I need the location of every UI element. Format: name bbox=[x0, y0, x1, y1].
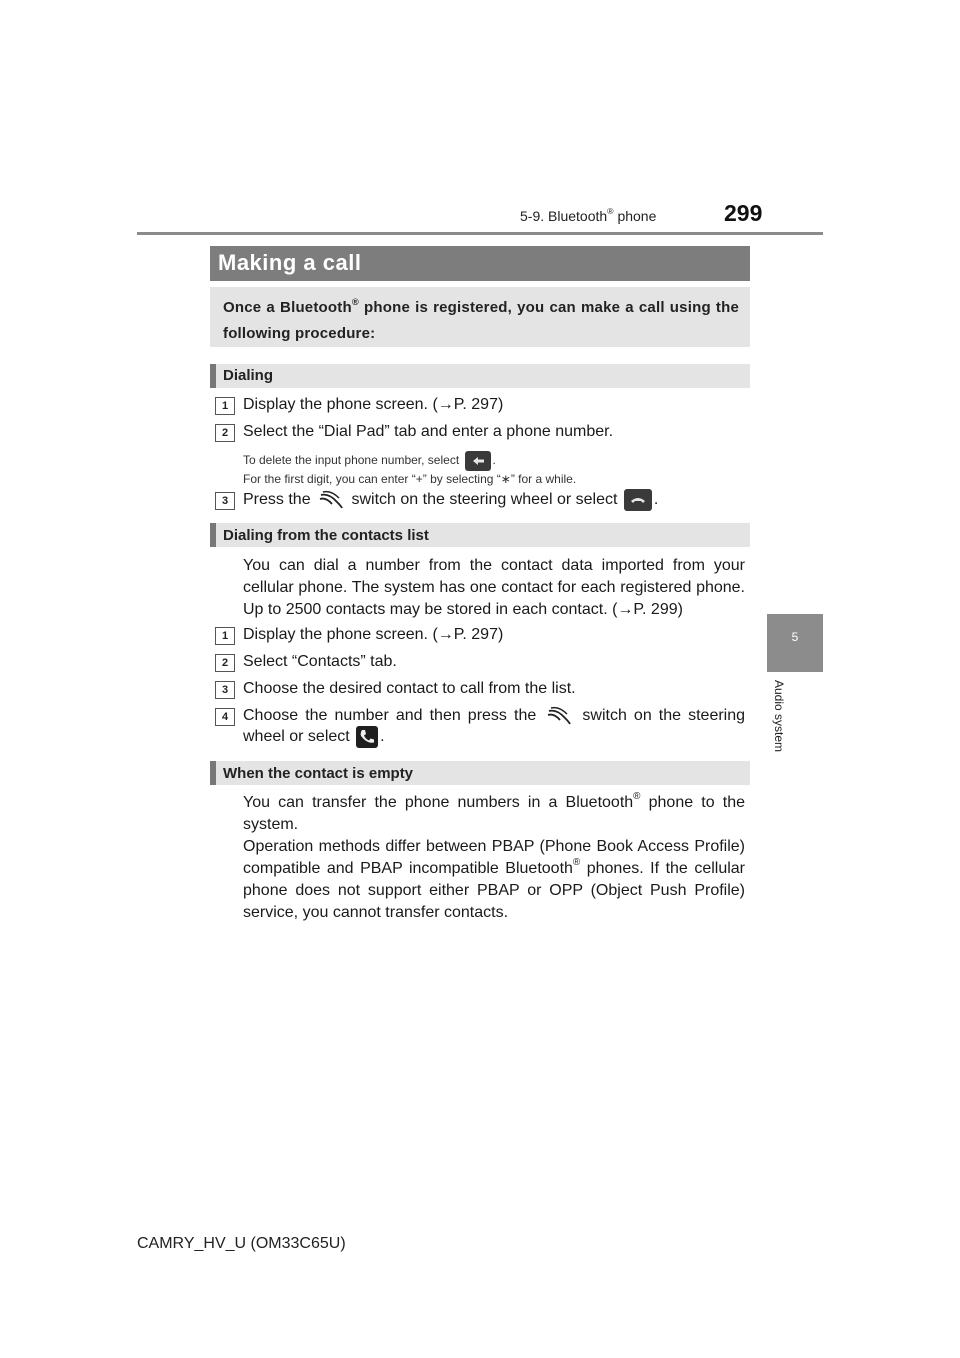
step-text: Display the phone screen. (→P. 297) bbox=[243, 396, 504, 413]
step-number: 3 bbox=[215, 681, 235, 699]
back-arrow-icon bbox=[465, 451, 491, 471]
step-number: 3 bbox=[215, 492, 235, 510]
dialing-heading-bar bbox=[210, 364, 750, 388]
contacts-paragraph: You can dial a number from the contact data imported from your cellular phone. The system has one contact for each registered phone. Up to 2500 contacts may be stored in each contact. (→P. 299) bbox=[243, 557, 745, 618]
step-number: 4 bbox=[215, 708, 235, 726]
step-number: 1 bbox=[215, 397, 235, 415]
intro-text: Once a Bluetooth® phone is registered, you can make a call using the following procedure: bbox=[223, 296, 739, 342]
steering-phone-switch-icon bbox=[317, 489, 345, 511]
header-rule bbox=[137, 232, 823, 235]
document-code: CAMRY_HV_U (OM33C65U) bbox=[137, 1235, 346, 1252]
handset-icon bbox=[356, 726, 378, 748]
step-text: Display the phone screen. (→P. 297) bbox=[243, 626, 504, 643]
empty-heading: When the contact is empty bbox=[223, 765, 414, 782]
empty-paragraph-2: Operation methods differ between PBAP (Phone Book Access Profile) compatible and PBAP incompatible Bluetooth® phones. If the cellular phone does not support either PBAP or OPP (Object Push Profile) service, you cannot transfer contacts. bbox=[243, 838, 745, 921]
dialing-heading-accent bbox=[210, 364, 216, 388]
contacts-heading-accent bbox=[210, 523, 216, 547]
contacts-heading: Dialing from the contacts list bbox=[223, 527, 429, 544]
chapter-label: Audio system bbox=[772, 680, 786, 753]
step-number: 2 bbox=[215, 654, 235, 672]
step-number: 2 bbox=[215, 424, 235, 442]
step-text: Select “Contacts” tab. bbox=[243, 653, 397, 670]
dialing-note: To delete the input phone number, select . For the first digit, you can enter “+” by selecting “∗” for a while. bbox=[243, 451, 576, 487]
step-number: 1 bbox=[215, 627, 235, 645]
chapter-number: 5 bbox=[791, 630, 799, 644]
dialing-heading: Dialing bbox=[223, 367, 274, 384]
page-title: Making a call bbox=[218, 250, 362, 275]
step-text: Choose the number and then press the switch on the steering wheel or select . bbox=[243, 705, 745, 748]
empty-heading-accent bbox=[210, 761, 216, 785]
section-title: 5-9. Bluetooth® phone bbox=[520, 206, 657, 224]
steering-phone-switch-icon bbox=[545, 706, 573, 726]
page-number: 299 bbox=[724, 200, 763, 226]
step-text: Select the “Dial Pad” tab and enter a phone number. bbox=[243, 423, 614, 440]
call-icon bbox=[624, 489, 652, 511]
step-text: Press the switch on the steering wheel or select . bbox=[243, 489, 658, 511]
empty-paragraph-1: You can transfer the phone numbers in a Bluetooth® phone to the system. bbox=[243, 791, 746, 833]
step-text: Choose the desired contact to call from the list. bbox=[243, 680, 576, 697]
